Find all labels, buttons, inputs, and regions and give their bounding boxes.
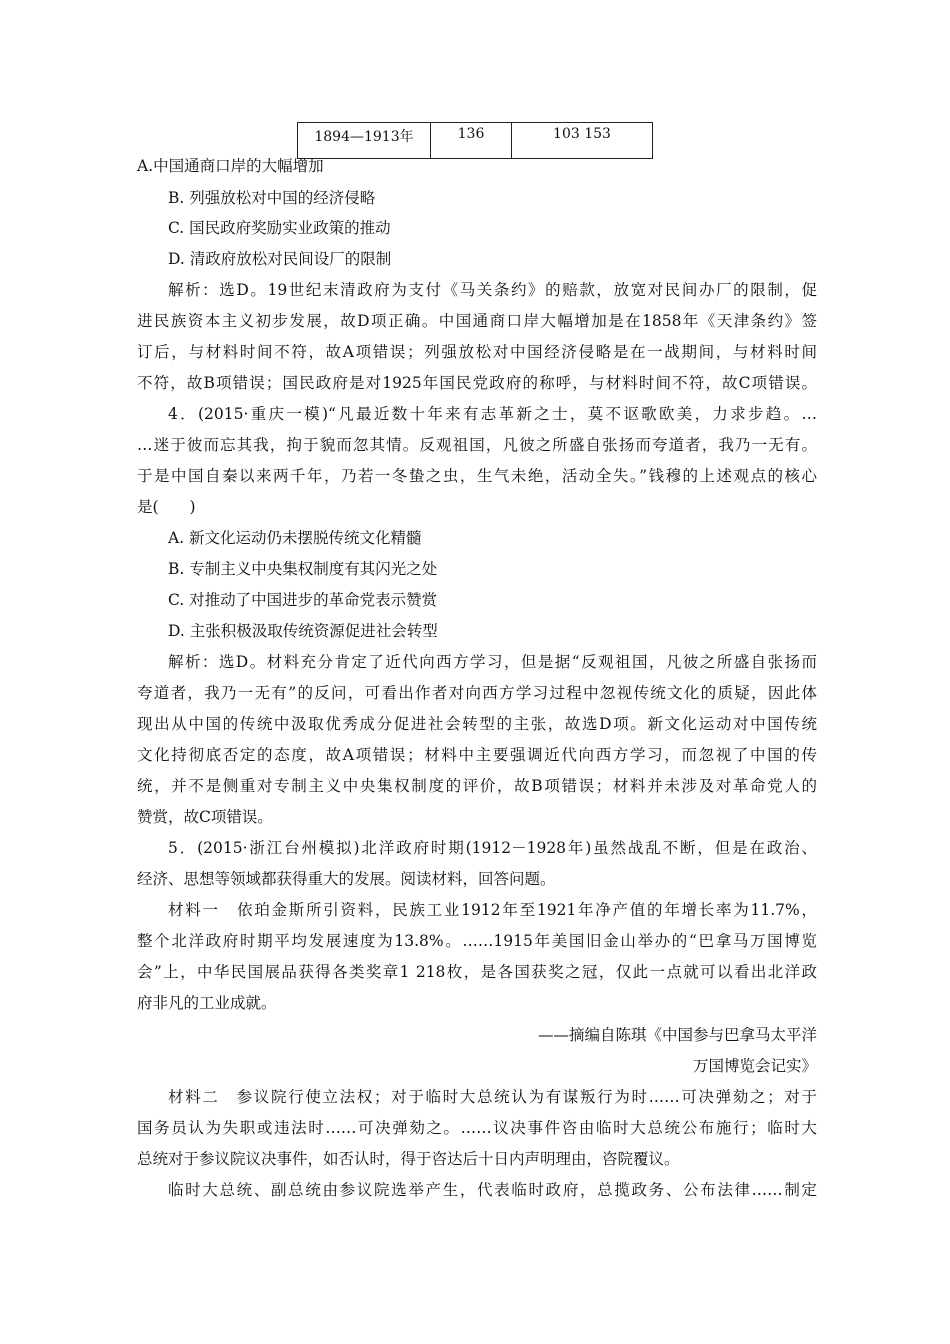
analysis-line: 现出从中国的传统中汲取优秀成分促进社会转型的主张，故选D项。新文化运动对中国传统: [137, 715, 817, 733]
analysis-line: 进民族资本主义初步发展，故D项正确。中国通商口岸大幅增加是在1858年《天津条约》签: [137, 312, 817, 330]
question-line: 是( ): [137, 498, 196, 516]
option-b: B. 专制主义中央集权制度有其闪光之处: [168, 560, 438, 578]
option-a: A.中国通商口岸的大幅增加: [137, 157, 324, 175]
option-d: D. 主张积极汲取传统资源促进社会转型: [168, 622, 438, 640]
table-cell-period: 1894—1913年: [298, 123, 431, 159]
option-b: B. 列强放松对中国的经济侵略: [168, 189, 376, 207]
source-citation: ——摘编自陈琪《中国参与巴拿马太平洋: [537, 1026, 817, 1044]
material-line: 府非凡的工业成就。: [137, 994, 277, 1012]
option-c: C. 国民政府奖励实业政策的推动: [168, 219, 391, 237]
material-line: 材料一 依珀金斯所引资料，民族工业1912年至1921年净产值的年增长率为11.7%，: [168, 901, 817, 919]
question-line: …迷于彼而忘其我，拘于貌而忽其情。反观祖国，凡彼之所盛自张扬而夸道者，我乃一无有。: [137, 436, 817, 454]
table-row: [298, 123, 653, 159]
analysis-line: 统，并不是侧重对专制主义中央集权制度的评价，故B项错误；材料并未涉及对革命党人的: [137, 777, 817, 795]
analysis-line: 赞赏，故C项错误。: [137, 808, 273, 826]
material-line: 临时大总统、副总统由参议院选举产生，代表临时政府，总揽政务、公布法律……制定: [168, 1181, 817, 1199]
option-c: C. 对推动了中国进步的革命党表示赞赏: [168, 591, 438, 609]
material-line: 材料二 参议院行使立法权；对于临时大总统认为有谋叛行为时……可决弹劾之；对于: [168, 1088, 817, 1106]
material-line: 国务员认为失职或违法时……可决弹劾之。……议决事件咨由临时大总统公布施行；临时大: [137, 1119, 817, 1137]
source-citation: 万国博览会记实》: [692, 1057, 817, 1075]
material-line: 整个北洋政府时期平均发展速度为13.8%。……1915年美国旧金山举办的“巴拿马万国博览: [137, 932, 817, 950]
analysis-line: 解析：选D。19世纪末清政府为支付《马关条约》的赔款，放宽对民间办厂的限制，促: [168, 281, 817, 299]
question-line: 于是中国自秦以来两千年，乃若一冬蛰之虫，生气未绝，活动全失。”钱穆的上述观点的核心: [137, 467, 817, 485]
data-table: [297, 122, 653, 159]
option-d: D. 清政府放松对民间设厂的限制: [168, 250, 392, 268]
material-line: 总统对于参议院议决事件，如否认时，得于咨达后十日内声明理由，咨院覆议。: [137, 1150, 680, 1168]
question-line: 5．(2015·浙江台州模拟)北洋政府时期(1912－1928年)虽然战乱不断，但是在政治、: [168, 839, 817, 857]
question-line: 4．(2015·重庆一模)“凡最近数十年来有志革新之士，莫不讴歌欧美，力求步趋。…: [168, 405, 817, 423]
material-line: 会”上，中华民国展品获得各类奖章1 218枚，是各国获奖之冠，仅此一点就可以看出北洋政: [137, 963, 817, 981]
analysis-line: 订后，与材料时间不符，故A项错误；列强放松对中国经济侵略是在一战期间，与材料时间: [137, 343, 817, 361]
table-cell-count: 136: [431, 123, 512, 159]
analysis-line: 夸道者，我乃一无有”的反问，可看出作者对向西方学习过程中忽视传统文化的质疑，因此体: [137, 684, 817, 702]
analysis-line: 解析：选D。材料充分肯定了近代向西方学习，但是据“反观祖国，凡彼之所盛自张扬而: [168, 653, 817, 671]
option-a: A. 新文化运动仍未摆脱传统文化精髓: [168, 529, 422, 547]
analysis-line: 文化持彻底否定的态度，故A项错误；材料中主要强调近代向西方学习，而忽视了中国的传: [137, 746, 817, 764]
analysis-line: 不符，故B项错误；国民政府是对1925年国民党政府的称呼，与材料时间不符，故C项错误。: [137, 374, 817, 392]
question-line: 经济、思想等领域都获得重大的发展。阅读材料，回答问题。: [137, 870, 556, 888]
table-cell-capital: 103 153: [512, 123, 653, 159]
